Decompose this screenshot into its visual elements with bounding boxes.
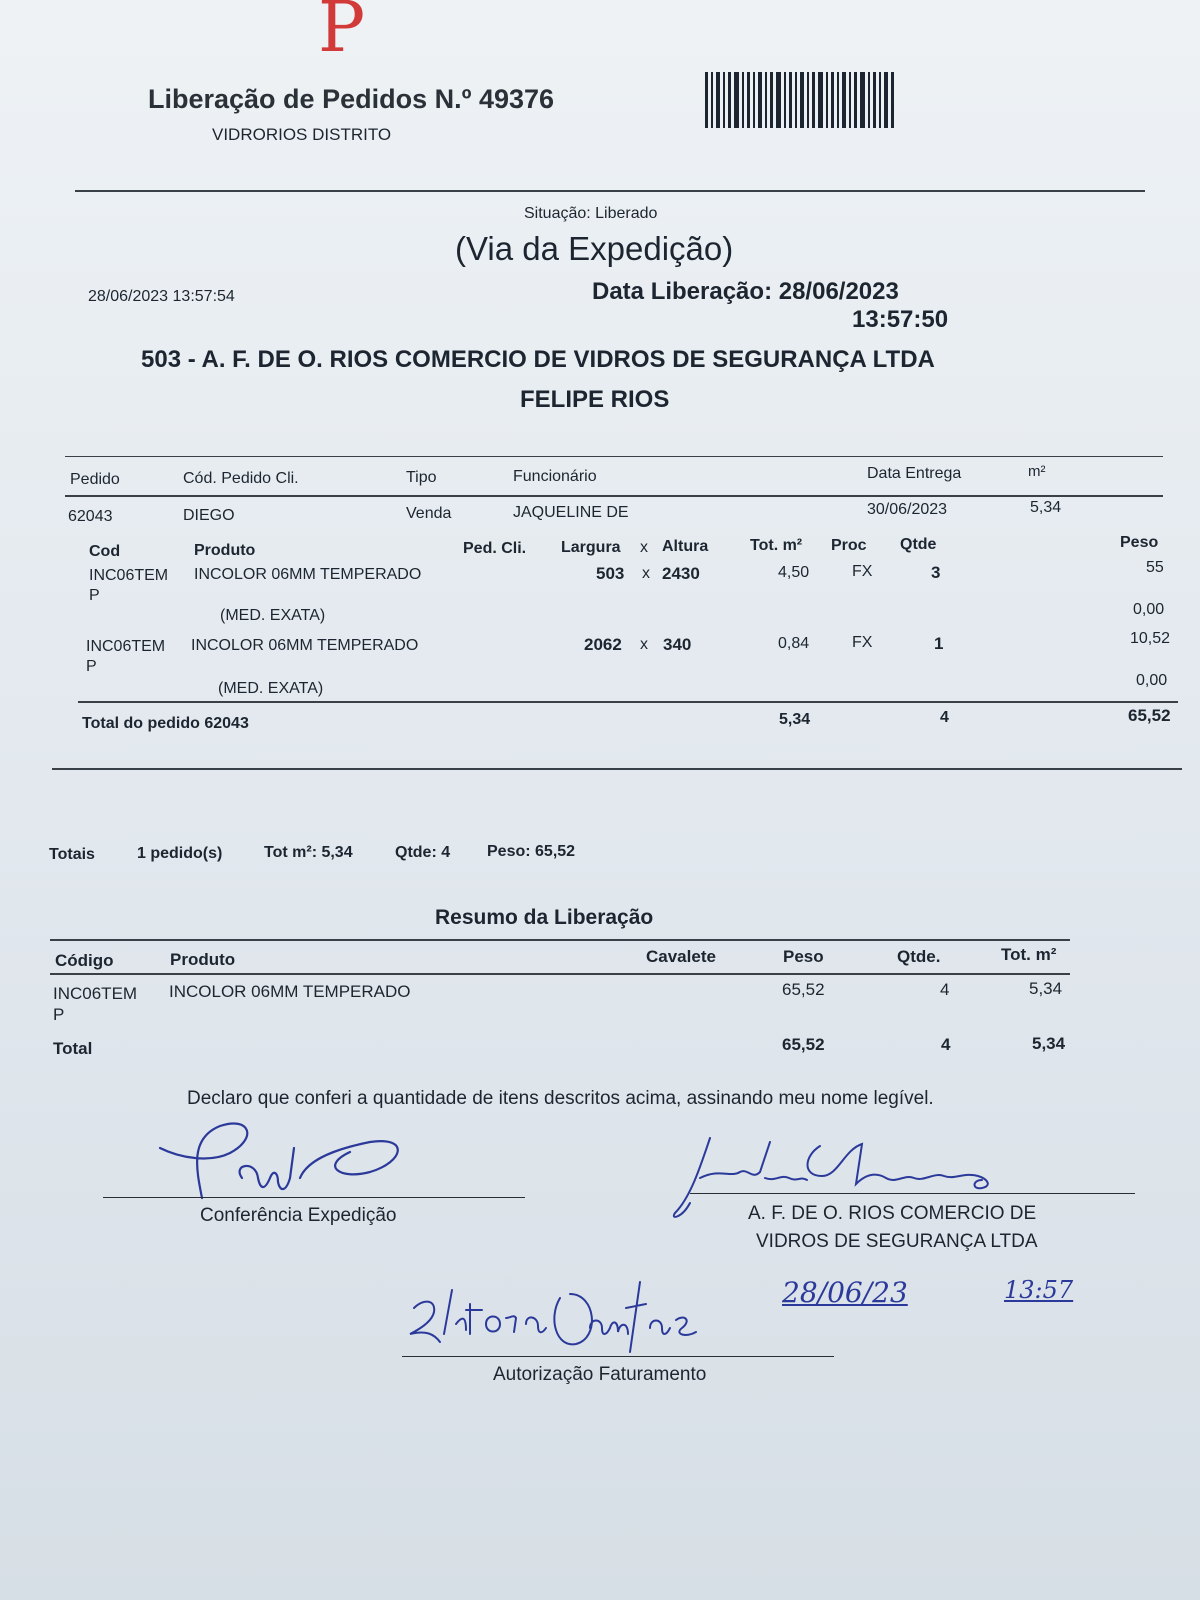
summary-total-label: Total [53, 1039, 93, 1058]
company-line-2: VIDROS DE SEGURANÇA LTDA [756, 1231, 1038, 1252]
order-pedido: 62043 [68, 508, 113, 525]
summary-codigo: INC06TEM [53, 984, 138, 1003]
status-text: Situação: Liberado [524, 205, 658, 222]
summary-total-m2: 5,34 [1032, 1034, 1066, 1053]
client-name: 503 - A. F. DE O. RIOS COMERCIO DE VIDROS DE SEGURANÇA LTDA [141, 346, 935, 373]
item-largura: 503 [596, 564, 625, 583]
summary-codigo-wrap: P [53, 1005, 65, 1024]
item-altura: 2430 [662, 564, 700, 583]
totals-m2: Tot m²: 5,34 [264, 844, 353, 861]
totals-peso: Peso: 65,52 [487, 843, 576, 860]
col-tipo: Tipo [406, 469, 437, 486]
summary-total-qtde: 4 [941, 1035, 951, 1054]
item-sub: (MED. EXATA) [220, 607, 326, 624]
summary-produto: INCOLOR 06MM TEMPERADO [169, 982, 411, 1001]
col-funcionario: Funcionário [513, 468, 597, 485]
signature-autorizacao [400, 1268, 760, 1378]
order-total-label: Total do pedido 62043 [82, 715, 249, 732]
summary-title: Resumo da Liberação [435, 906, 654, 929]
item-sub: (MED. EXATA) [218, 680, 324, 697]
conferencia-label: Conferência Expedição [200, 1205, 397, 1226]
document-title: Liberação de Pedidos N.º 49376 [148, 84, 555, 114]
summary-peso: 65,52 [782, 980, 825, 999]
order-total-qtde: 4 [940, 709, 949, 726]
summary-col-tot-m2: Tot. m² [1001, 945, 1057, 964]
item-x: x [640, 636, 648, 653]
client-contact: FELIPE RIOS [520, 386, 670, 413]
signature-line-conferencia [103, 1197, 525, 1198]
col-data-entrega: Data Entrega [867, 465, 962, 482]
signature-line-company [690, 1193, 1135, 1194]
col-tot-m2: Tot. m² [750, 537, 803, 554]
signature-line-autorizacao [402, 1356, 834, 1357]
print-datetime: 28/06/2023 13:57:54 [88, 288, 235, 305]
item-x: x [642, 565, 650, 582]
order-cod-cli: DIEGO [183, 507, 235, 524]
totals-qtde: Qtde: 4 [395, 844, 451, 861]
item-produto: INCOLOR 06MM TEMPERADO [191, 637, 419, 654]
col-cod-pedido-cli: Cód. Pedido Cli. [183, 470, 299, 487]
company-line-1: A. F. DE O. RIOS COMERCIO DE [748, 1203, 1037, 1224]
item-cod: INC06TEM [89, 567, 169, 584]
autorizacao-label: Autorização Faturamento [493, 1364, 707, 1385]
item-cod: INC06TEM [86, 638, 166, 655]
order-table-top [65, 456, 1163, 457]
order-total-m2: 5,34 [779, 711, 811, 728]
order-tipo: Venda [406, 505, 452, 522]
order-total-peso: 65,52 [1128, 706, 1171, 725]
summary-col-peso: Peso [783, 947, 824, 966]
summary-col-cavalete: Cavalete [646, 947, 716, 966]
item-largura: 2062 [584, 635, 622, 654]
handwritten-time: 13:57 [1004, 1276, 1074, 1304]
item-cod-wrap: P [89, 587, 100, 604]
order-m2: 5,34 [1030, 499, 1062, 516]
summary-header-line [50, 973, 1070, 975]
item-qtde: 3 [931, 563, 941, 582]
handwritten-date: 28/06/23 [782, 1276, 908, 1309]
declaration-text: Declaro que conferi a quantidade de itens descritos acima, assinando meu nome legível. [187, 1088, 934, 1109]
item-proc: FX [852, 634, 873, 651]
items-total-line [78, 701, 1178, 703]
barcode [705, 72, 895, 128]
item-produto: INCOLOR 06MM TEMPERADO [194, 566, 422, 583]
item-tot-m2: 4,50 [778, 564, 810, 581]
copy-type: (Via da Expedição) [455, 230, 734, 267]
col-x: x [640, 539, 648, 556]
handwritten-mark: P [318, 0, 366, 68]
summary-top-line [50, 939, 1070, 941]
col-proc: Proc [831, 537, 867, 554]
item-peso: 10,52 [1130, 630, 1171, 647]
summary-col-codigo: Código [55, 951, 114, 970]
branch-name: VIDRORIOS DISTRITO [212, 125, 392, 144]
col-ped-cli: Ped. Cli. [463, 540, 527, 557]
release-date: Data Liberação: 28/06/2023 [592, 278, 899, 305]
item-proc: FX [852, 563, 873, 580]
summary-total-peso: 65,52 [782, 1035, 825, 1054]
items-end-line [52, 768, 1182, 770]
header-divider [75, 190, 1145, 192]
col-m2: m² [1028, 463, 1046, 480]
totals-label: Totais [49, 846, 95, 863]
order-funcionario: JAQUELINE DE [513, 504, 629, 521]
item-tot-m2: 0,84 [778, 635, 810, 652]
summary-col-qtde: Qtde. [897, 947, 941, 966]
col-altura: Altura [662, 538, 709, 555]
summary-tot-m2: 5,34 [1029, 979, 1063, 998]
order-data-entrega: 30/06/2023 [867, 501, 948, 518]
col-qtde: Qtde [900, 536, 937, 553]
item-altura: 340 [663, 635, 692, 654]
summary-col-produto: Produto [170, 950, 236, 969]
totals-pedidos: 1 pedido(s) [137, 845, 223, 862]
col-largura: Largura [561, 539, 621, 556]
item-qtde: 1 [934, 634, 944, 653]
item-cod-wrap: P [86, 658, 97, 675]
col-pedido: Pedido [70, 471, 120, 488]
col-produto: Produto [194, 542, 256, 559]
summary-qtde: 4 [940, 980, 950, 999]
col-peso: Peso [1120, 534, 1159, 551]
col-cod: Cod [89, 543, 121, 560]
item-peso: 55 [1146, 559, 1164, 576]
order-table-header-line [65, 495, 1163, 497]
item-sub-peso: 0,00 [1133, 601, 1165, 618]
signature-conferencia [150, 1108, 420, 1218]
release-time: 13:57:50 [852, 306, 949, 333]
item-sub-peso: 0,00 [1136, 672, 1168, 689]
